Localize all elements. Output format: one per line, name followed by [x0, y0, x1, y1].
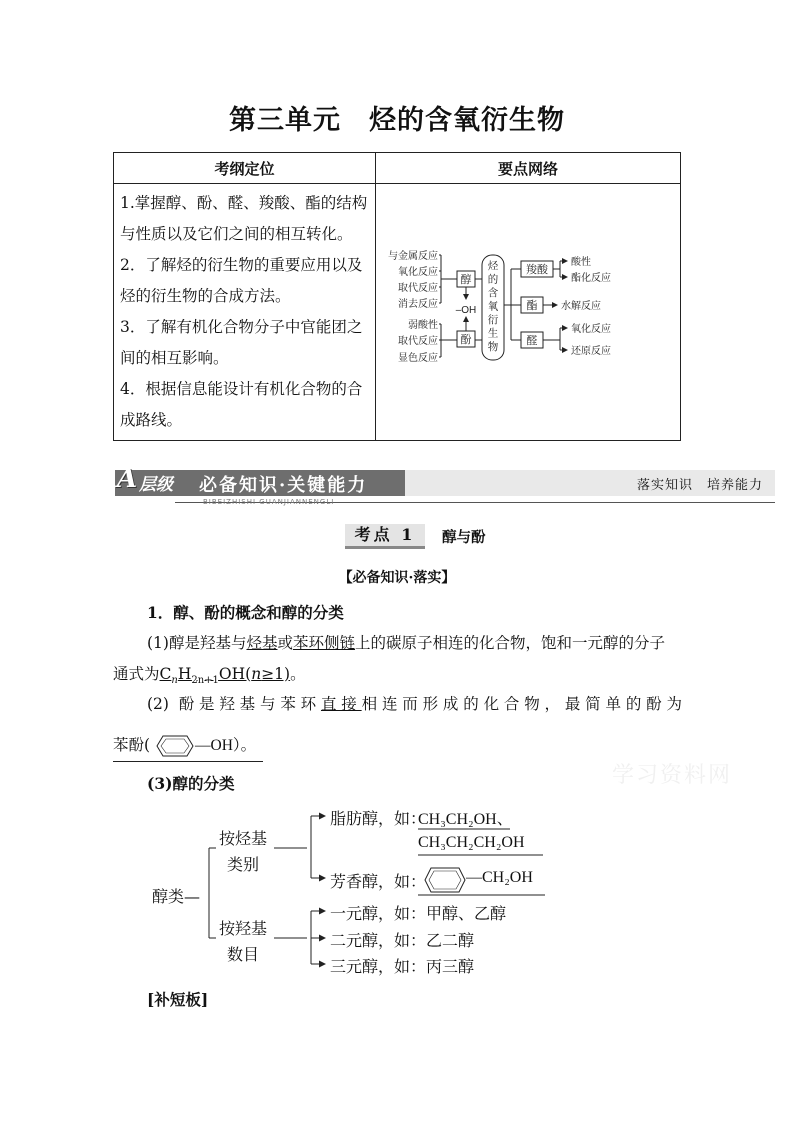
alcohol-reaction-label: 氧化反应 — [398, 267, 438, 278]
outline-left-header: 考纲定位 — [114, 153, 376, 184]
class-group-hydroxyl: 数目 — [227, 945, 260, 964]
aliphatic-example: CH₃CH₂OH、 — [418, 811, 513, 828]
p2-line2 — [113, 733, 263, 762]
banner-main-title: 必备知识·关键能力 — [199, 475, 368, 496]
trihydric-alcohol: 三元醇，如：丙三醇 — [330, 957, 475, 976]
outline-goals — [114, 184, 376, 441]
p1-text: (1)醇是羟基与 — [147, 634, 247, 652]
benzene-ring-icon — [155, 734, 195, 758]
p1-text: 上的碳原子相连的化合物，饱和一元醇的分子 — [355, 634, 666, 652]
banner-pinyin: BIBEIZHISHI GUANJIANNENGLI — [203, 498, 335, 506]
p1-blank-sidechain: 苯环侧链 — [293, 634, 356, 652]
alcohol-box: 醇 — [460, 273, 472, 286]
section-heading: 【必备知识·落实】 — [338, 570, 456, 586]
p2-line1 — [147, 692, 682, 714]
class-group-hydroxyl: 按羟基 — [219, 919, 268, 938]
banner-level-word: 层级 — [139, 475, 173, 495]
p3-heading: (3)醇的分类 — [147, 774, 235, 793]
aldehyde-prop-label: 还原反应 — [571, 346, 611, 357]
p2-blank-direct: 直接 — [320, 695, 362, 713]
oh-label: –OH — [455, 305, 477, 316]
goal-item: 4．根据信息能设计有机化合物的合成路线。 — [120, 380, 363, 429]
dihydric-alcohol: 二元醇，如：乙二醇 — [330, 931, 475, 950]
supplement-label: [补短板] — [147, 990, 209, 1009]
acid-prop-label: 酯化反应 — [571, 273, 611, 284]
banner-level-letter: A — [117, 464, 138, 494]
phenol-box: 酚 — [460, 333, 472, 346]
monohydric-alcohol: 一元醇，如：甲醇、乙醇 — [330, 904, 507, 923]
p1-text: 或 — [277, 634, 293, 652]
goal-item: 2．了解烃的衍生物的重要应用以及烃的衍生物的合成方法。 — [120, 256, 363, 305]
banner-right-text: 落实知识 培养能力 — [636, 478, 763, 493]
p1-line1 — [147, 631, 665, 653]
watermark: 学习资料网 — [612, 763, 733, 788]
page-title: 第三单元 烃的含氧衍生物 — [229, 105, 565, 136]
class-root: 醇类— — [152, 887, 201, 906]
class-group-hydrocarbyl: 类别 — [227, 855, 260, 874]
aldehyde-prop-label: 氧化反应 — [571, 324, 611, 335]
ester-box: 酯 — [526, 299, 538, 312]
aldehyde-box: 醛 — [526, 334, 538, 347]
outline-network — [376, 184, 681, 441]
p1-line2 — [113, 662, 306, 686]
p1-text: 。 — [290, 665, 306, 683]
aliphatic-alcohol: 脂肪醇，如： — [330, 809, 427, 828]
alcohol-reaction-label: 取代反应 — [398, 283, 438, 294]
item1-heading: 1．醇、酚的概念和醇的分类 — [147, 603, 344, 622]
goal-item: 1.掌握醇、酚、醛、羧酸、酯的结构与性质以及它们之间的相互转化。 — [120, 194, 368, 243]
level-banner — [115, 466, 775, 512]
kaodian-title: 醇与酚 — [442, 529, 486, 546]
general-formula: $C_nH_{2n+1}OH(n\ge 1)$ — [159, 665, 291, 687]
p2-text: 相连而形成的化合物，最简单的酚为 — [361, 695, 682, 713]
aromatic-example: —CH₂OH — [466, 869, 533, 886]
p1-text: 通式为 — [113, 665, 160, 683]
p2-text: 苯酚( — [113, 736, 151, 754]
center-node-text: 烃的含氧衍生物 — [487, 260, 499, 353]
aromatic-alcohol: 芳香醇，如： — [330, 872, 427, 891]
aliphatic-example: CH₃CH₂CH₂OH — [418, 834, 525, 851]
phenol-reaction-label: 弱酸性 — [408, 320, 438, 331]
phenol-reaction-label: 显色反应 — [398, 353, 438, 364]
p1-blank-hydrocarbyl: 烃基 — [246, 634, 278, 652]
outline-table — [113, 152, 681, 441]
alcohol-reaction-label: 消去反应 — [398, 299, 438, 310]
phenol-reaction-label: 取代反应 — [398, 336, 438, 347]
kaodian-label: 考点 1 — [345, 524, 425, 549]
acid-box: 羧酸 — [526, 263, 548, 276]
class-group-hydrocarbyl: 按烃基 — [219, 829, 268, 848]
p2-text: ）。 — [232, 736, 257, 754]
p2-oh: —OH — [195, 737, 233, 754]
ester-prop-label: 水解反应 — [561, 301, 601, 312]
alcohol-reaction-label: 与金属反应 — [388, 251, 438, 262]
outline-right-header: 要点网络 — [376, 153, 681, 184]
acid-prop-label: 酸性 — [571, 257, 591, 268]
goal-item: 3．了解有机化合物分子中官能团之间的相互影响。 — [120, 318, 363, 367]
p2-text: (2) 酚是羟基与苯环 — [147, 695, 321, 713]
network-diagram — [377, 185, 679, 431]
